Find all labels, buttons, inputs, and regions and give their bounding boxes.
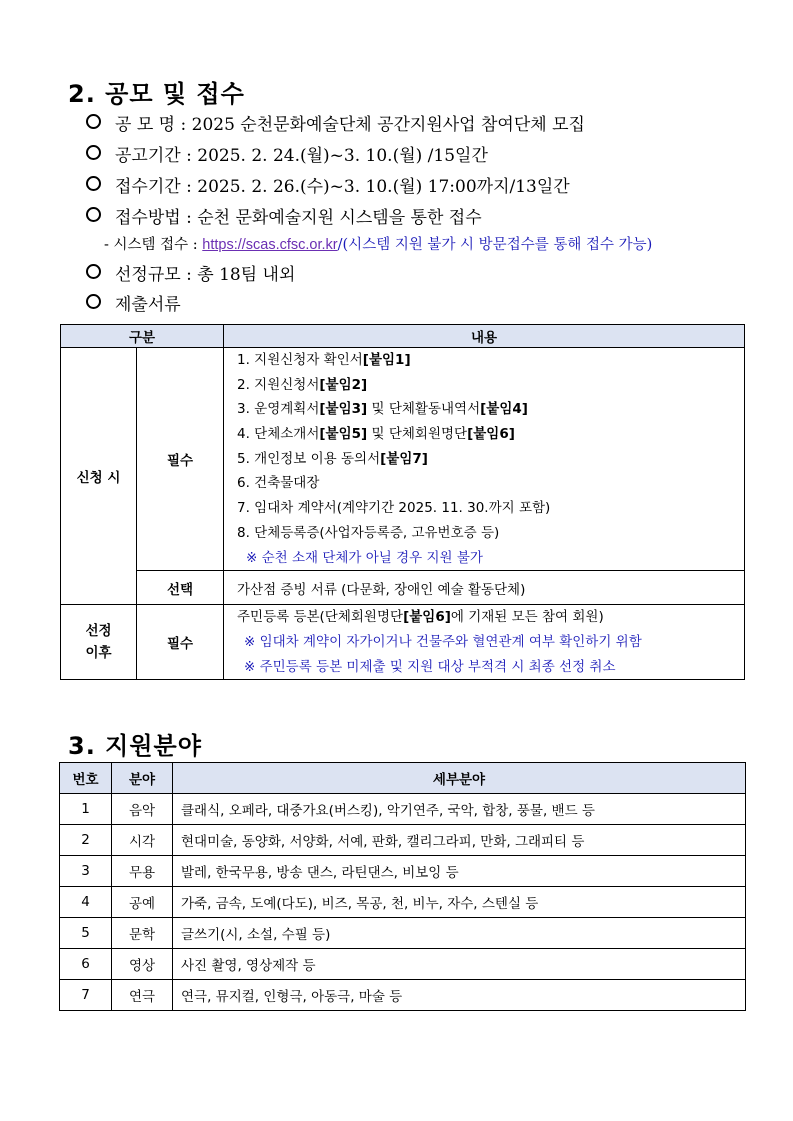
row-field: 무용 xyxy=(112,856,173,887)
circle-bullet-icon xyxy=(86,114,101,129)
required-doc-item: 2. 지원신청서[붙임2] xyxy=(237,376,368,393)
after-required-label-cell: 필수 xyxy=(137,605,224,680)
row-field: 문학 xyxy=(112,918,173,949)
row-number: 5 xyxy=(60,918,112,949)
system-url-link[interactable]: https://scas.cfsc.or.kr xyxy=(202,237,338,253)
table-row xyxy=(60,825,746,856)
table-row xyxy=(60,794,746,825)
section-title-application: 2. 공모 및 접수 xyxy=(68,80,245,108)
required-doc-item: 1. 지원신청자 확인서[붙임1] xyxy=(237,352,411,368)
bullet-project-name: 공 모 명 : 2025 순천문화예술단체 공간지원사업 참여단체 모집 xyxy=(86,110,585,135)
table-row xyxy=(60,856,746,887)
circle-bullet-icon xyxy=(86,294,101,309)
header-field: 분야 xyxy=(112,763,173,794)
row-detail: 클래식, 오페라, 대중가요(버스킹), 악기연주, 국악, 합창, 풍물, 밴드 등 xyxy=(173,794,746,825)
row-number: 1 xyxy=(60,794,112,825)
row-number: 2 xyxy=(60,825,112,856)
row-field: 음악 xyxy=(112,794,173,825)
row-number: 3 xyxy=(60,856,112,887)
apply-stage-cell: 신청 시 xyxy=(61,348,137,605)
table-header-row xyxy=(60,763,746,794)
required-doc-item: 7. 임대차 계약서(계약기간 2025. 11. 30.까지 포함) xyxy=(237,500,551,517)
row-field: 공예 xyxy=(112,887,173,918)
after-note-2: ※ 주민등록 등본 미제출 및 지원 대상 부적격 시 최종 선정 취소 xyxy=(244,658,616,675)
table-row xyxy=(61,605,745,680)
optional-label-cell: 선택 xyxy=(137,571,224,605)
row-field: 연극 xyxy=(112,980,173,1011)
row-field: 영상 xyxy=(112,949,173,980)
required-doc-item: 5. 개인정보 이용 동의서[붙임7] xyxy=(237,450,428,467)
row-number: 6 xyxy=(60,949,112,980)
required-label-cell: 필수 xyxy=(137,348,224,571)
required-doc-item: 3. 운영계획서[붙임3] 및 단체활동내역서[붙임4] xyxy=(237,401,528,418)
bullet-submission-method: 접수방법 : 순천 문화예술지원 시스템을 통한 접수 xyxy=(86,203,482,228)
row-detail: 사진 촬영, 영상제작 등 xyxy=(173,949,746,980)
row-number: 4 xyxy=(60,887,112,918)
required-doc-item: 8. 단체등록증(사업자등록증, 고유번호증 등) xyxy=(237,524,500,541)
row-detail: 현대미술, 동양화, 서양화, 서예, 판화, 캘리그라피, 만화, 그래피티 등 xyxy=(173,825,746,856)
section-title-support-fields: 3. 지원분야 xyxy=(68,732,202,760)
required-doc-item: 6. 건축물대장 xyxy=(237,475,320,492)
table-row xyxy=(61,348,745,571)
header-category: 구분 xyxy=(61,325,224,348)
circle-bullet-icon xyxy=(86,207,101,222)
circle-bullet-icon xyxy=(86,176,101,191)
table-row xyxy=(60,949,746,980)
header-content: 내용 xyxy=(224,325,745,348)
required-doc-item: 4. 단체소개서[붙임5] 및 단체회원명단[붙임6] xyxy=(237,426,515,443)
required-docs-list xyxy=(224,348,744,546)
header-detail: 세부분야 xyxy=(173,763,746,794)
support-fields-table xyxy=(59,762,746,1011)
row-field: 시각 xyxy=(112,825,173,856)
after-selection-cell: 선정 이후 xyxy=(61,605,137,680)
header-number: 번호 xyxy=(60,763,112,794)
bullet-selection-scale: 선정규모 : 총 18팀 내외 xyxy=(86,260,295,285)
bullet-documents: 제출서류 xyxy=(86,290,181,315)
row-detail: 연극, 뮤지컬, 인형극, 아동극, 마술 등 xyxy=(173,980,746,1011)
circle-bullet-icon xyxy=(86,264,101,279)
row-detail: 가죽, 금속, 도예(다도), 비즈, 목공, 천, 비누, 자수, 스텐실 등 xyxy=(173,887,746,918)
bullet-notice-period: 공고기간 : 2025. 2. 24.(월)~3. 10.(월) /15일간 xyxy=(86,141,488,166)
row-number: 7 xyxy=(60,980,112,1011)
bullet-submission-period: 접수기간 : 2025. 2. 26.(수)~3. 10.(월) 17:00까지/13일간 xyxy=(86,172,570,197)
after-note-1: ※ 임대차 계약이 자가이거나 건물주와 혈연관계 여부 확인하기 위함 xyxy=(244,633,642,650)
required-note: ※ 순천 소재 단체가 아닐 경우 지원 불가 xyxy=(246,549,483,566)
row-detail: 글쓰기(시, 소설, 수필 등) xyxy=(173,918,746,949)
table-row xyxy=(61,571,745,605)
required-docs-cell xyxy=(224,348,745,571)
table-header-row xyxy=(61,325,745,348)
documents-table xyxy=(60,324,745,680)
resident-registration-line: 주민등록 등본(단체회원명단[붙임6]에 기재된 모든 참여 회원) xyxy=(237,609,604,626)
table-row xyxy=(60,918,746,949)
table-row xyxy=(60,980,746,1011)
optional-docs-cell: 가산점 증빙 서류 (다문화, 장애인 예술 활동단체) xyxy=(224,571,745,605)
table-row xyxy=(60,887,746,918)
circle-bullet-icon xyxy=(86,145,101,160)
system-submission-line: - 시스템 접수 : https://scas.cfsc.or.kr/(시스템 지원 불가 시 방문접수를 통해 접수 가능) xyxy=(104,237,653,253)
row-detail: 발레, 한국무용, 방송 댄스, 라틴댄스, 비보잉 등 xyxy=(173,856,746,887)
after-docs-cell xyxy=(224,605,745,680)
